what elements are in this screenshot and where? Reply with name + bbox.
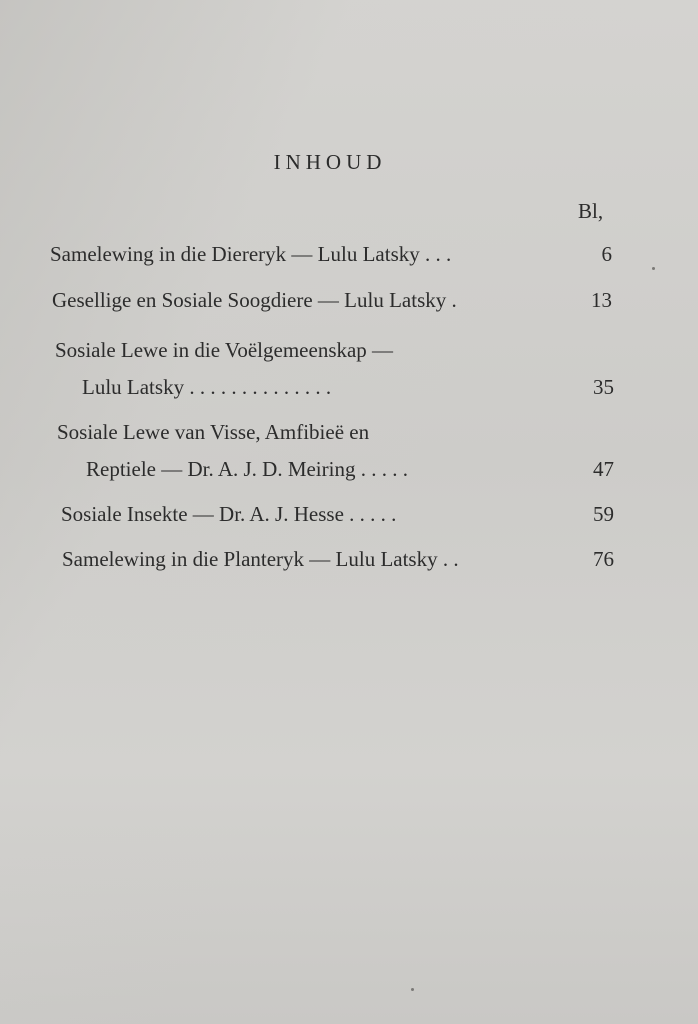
toc-entry-page: 13 bbox=[591, 288, 612, 312]
toc-entry-title-continued: Reptiele — Dr. A. J. D. Meiring . . . . . bbox=[86, 457, 408, 481]
toc-entry bbox=[0, 414, 698, 488]
toc-entry-page: 35 bbox=[593, 375, 614, 399]
paper-speck bbox=[411, 988, 414, 991]
paper-speck bbox=[652, 267, 655, 270]
toc-entry-title-continued: Lulu Latsky . . . . . . . . . . . . . . bbox=[82, 375, 332, 399]
page-title: INHOUD bbox=[273, 150, 387, 174]
toc-entry bbox=[0, 496, 698, 533]
toc-entry-title: Gesellige en Sosiale Soogdiere — Lulu Latsky . bbox=[52, 288, 457, 312]
toc-entry-title: Sosiale Insekte — Dr. A. J. Hesse . . . . . bbox=[61, 502, 397, 526]
toc-entry-title: Sosiale Lewe in die Voëlgemeenskap — bbox=[55, 338, 394, 362]
toc-entry bbox=[0, 541, 698, 578]
toc-entry bbox=[0, 332, 698, 406]
toc-entry-title: Sosiale Lewe van Visse, Amfibieë en bbox=[57, 420, 370, 444]
toc-entry-page: 47 bbox=[593, 457, 614, 481]
toc-entry bbox=[0, 282, 698, 319]
toc-entry-title: Samelewing in die Diereryk — Lulu Latsky . . . bbox=[50, 242, 452, 266]
toc-entry-page: 59 bbox=[593, 502, 614, 526]
toc-entry-title: Samelewing in die Planteryk — Lulu Latsky . . bbox=[62, 547, 459, 571]
toc-entry-page: 6 bbox=[601, 242, 612, 266]
page-column-header: Bl, bbox=[578, 199, 604, 223]
toc-entry bbox=[0, 236, 698, 273]
table-of-contents bbox=[0, 236, 698, 571]
toc-entry-page: 76 bbox=[593, 547, 614, 571]
